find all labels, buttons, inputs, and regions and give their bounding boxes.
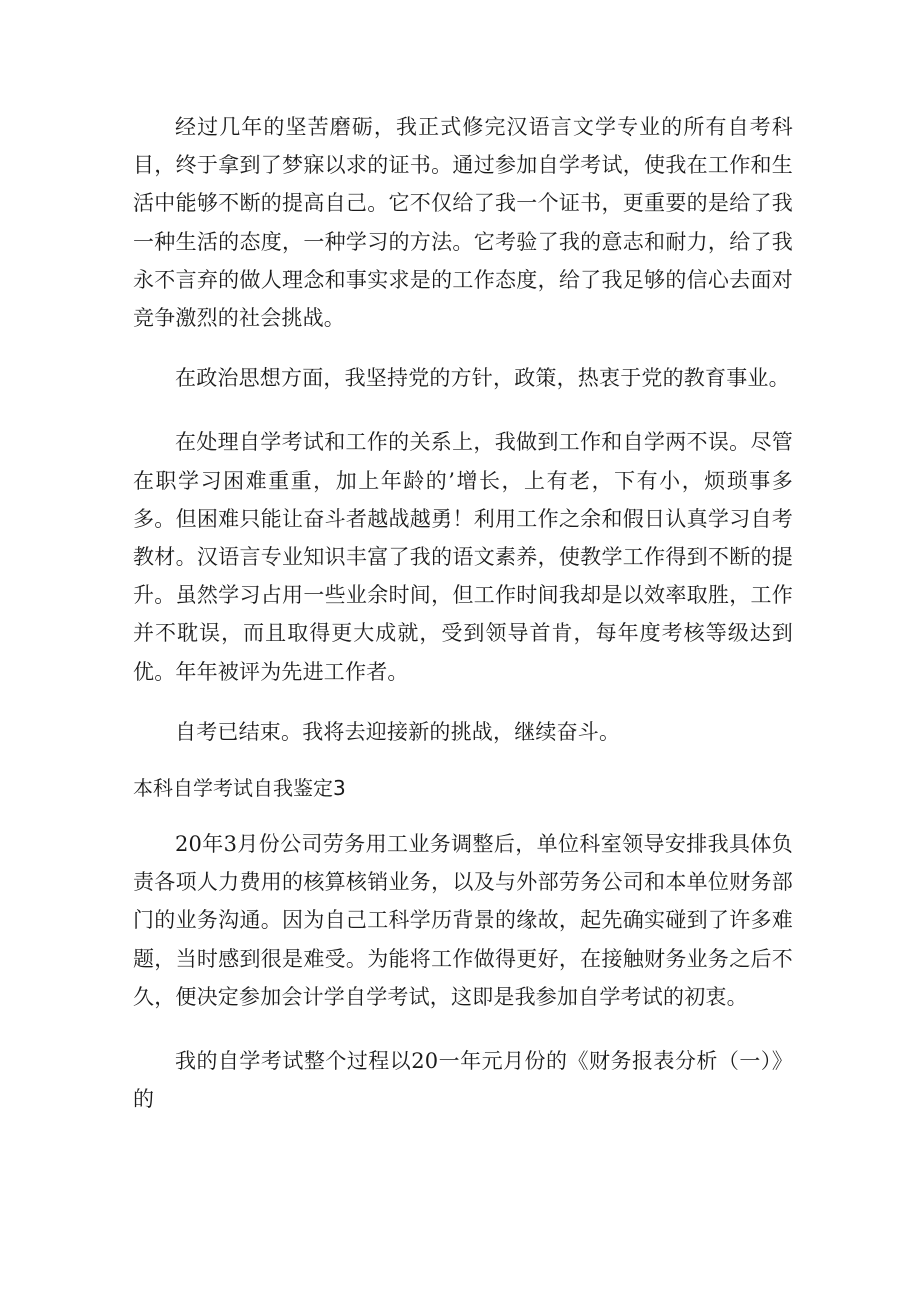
paragraph-work-study: 在处理自学考试和工作的关系上，我做到工作和自学两不误。尽管在职学习困难重重，加上年龄的’增长，上有老，下有小，烦琐事多多。但困难只能让奋斗者越战越勇！利用工作之余和假日认真学习自考教材。汉语言专业知识丰富了我的语文素养，使教学工作得到不断的提升。虽然学习占用一些业余时间，但工作时间我却是以效率取胜，工作并不耽误，而且取得更大成就，受到领导首肯，每年度考核等级达到优。年年被评为先进工作者。 [133, 430, 793, 684]
paragraph-exam-process: 我的自学考试整个过程以20一年元月份的《财务报表分析（一）》的 [133, 1049, 793, 1112]
paragraph-accounting-start: 20年3月份公司劳务用工业务调整后，单位科室领导安排我具体负责各项人力费用的核算核销业务，以及与外部劳务公司和本单位财务部门的业务沟通。因为自己工科学历背景的缘故，起先确实碰到了许多难题，当时感到很是难受。为能将工作做得更好，在接触财务业务之后不久，便决定参加会计学自学考试，这即是我参加自学考试的初衷。 [133, 832, 793, 1009]
paragraph-certificate: 经过几年的坚苦磨砺，我正式修完汉语言文学专业的所有自考科目，终于拿到了梦寐以求的证书。通过参加自学考试，使我在工作和生活中能够不断的提高自己。它不仅给了我一个证书，更重要的是给了我一种生活的态度，一种学习的方法。它考验了我的意志和耐力，给了我永不言弃的做人理念和事实求是的工作态度，给了我足够的信心去面对竞争激烈的社会挑战。 [133, 115, 793, 331]
section-heading: 本科自学考试自我鉴定3 [133, 776, 346, 801]
paragraph-conclusion: 自考已结束。我将去迎接新的挑战，继续奋斗。 [175, 719, 621, 744]
document-body [133, 108, 793, 1118]
paragraph-political: 在政治思想方面，我坚持党的方针，政策，热衷于党的教育事业。 [175, 366, 790, 391]
